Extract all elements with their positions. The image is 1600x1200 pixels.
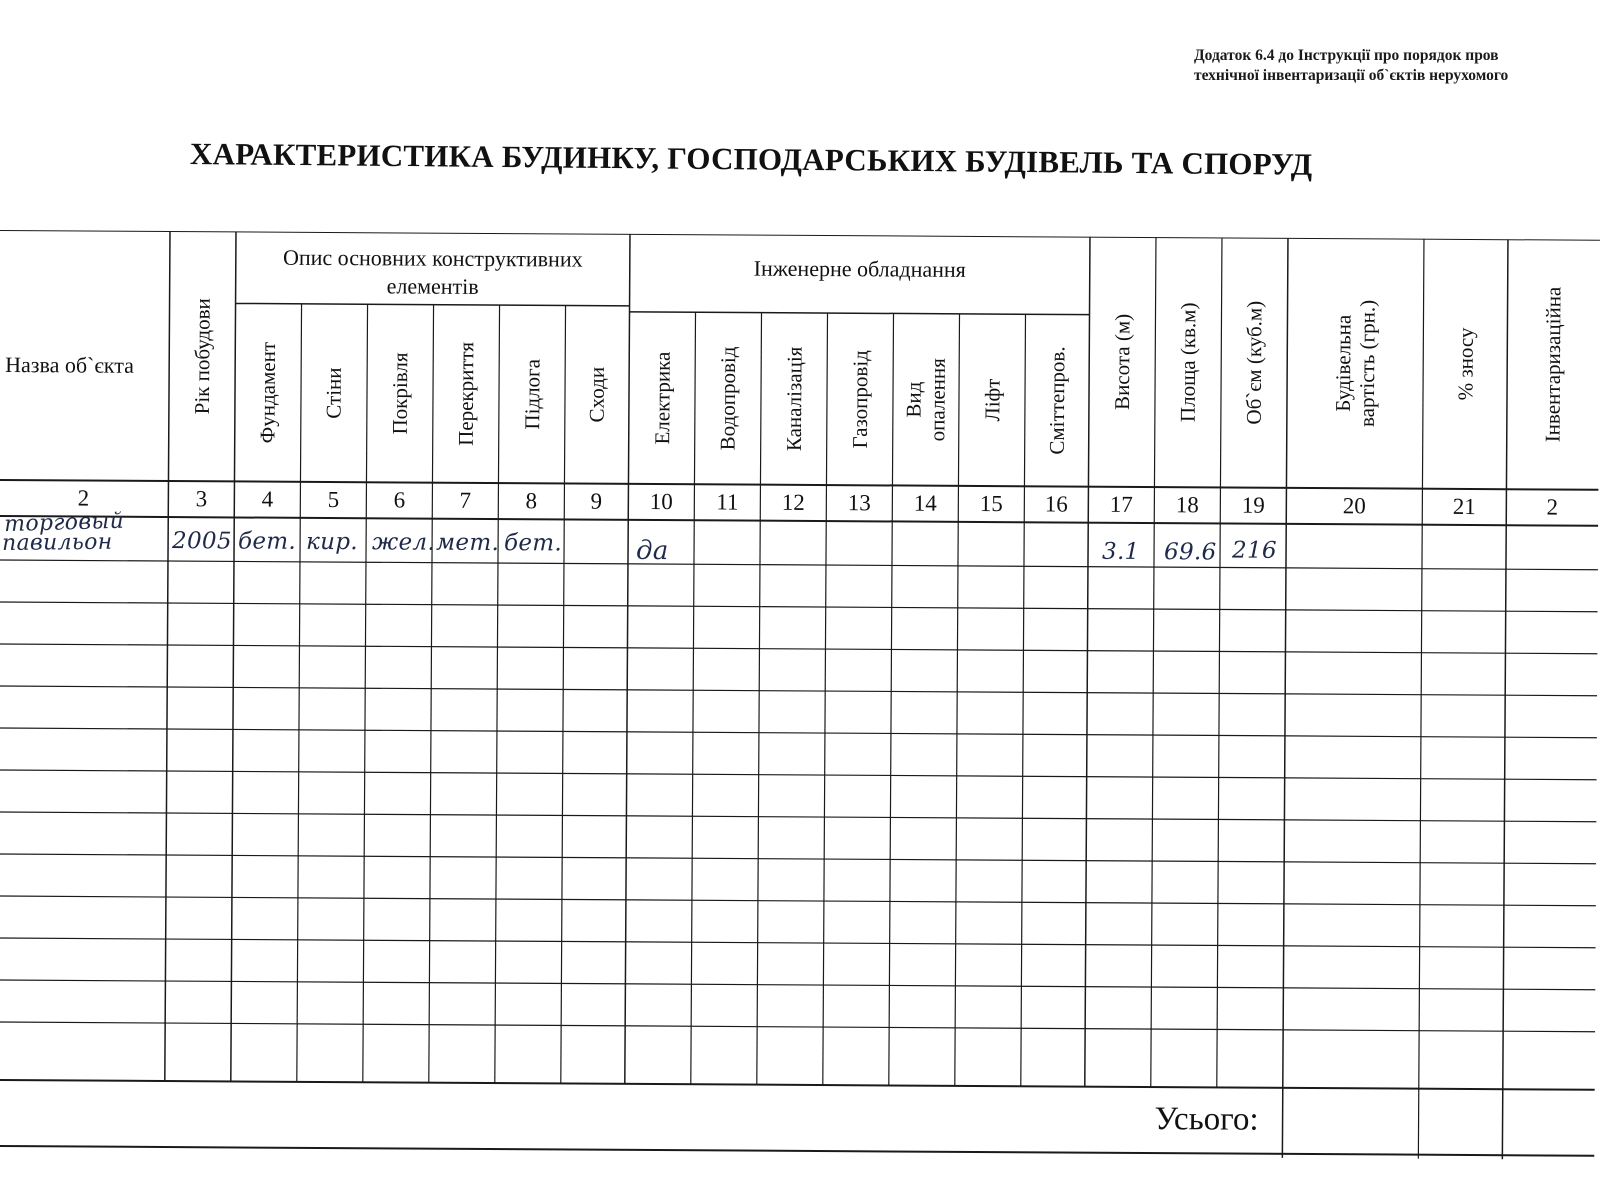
row-line-7 bbox=[0, 812, 1596, 822]
column-number-5: 5 bbox=[327, 487, 340, 513]
volume-header-label: Об`єм (куб.м) bbox=[1241, 300, 1267, 425]
row-line-12 bbox=[0, 1022, 1595, 1032]
column-number-7: 7 bbox=[459, 487, 472, 513]
flooring-header-label: Підлога bbox=[519, 358, 545, 430]
electricity-header-label: Електрика bbox=[649, 351, 675, 445]
column-number-17: 17 bbox=[1109, 491, 1133, 517]
construction-cost-header-label: Будівельна вартість (грн.) bbox=[1330, 299, 1380, 427]
sewerage-header-label: Каналізація bbox=[781, 346, 807, 452]
column-number-3: 3 bbox=[195, 486, 208, 512]
entry-flooring: бет. bbox=[504, 530, 563, 557]
volume-header bbox=[1220, 237, 1288, 487]
electricity-header bbox=[628, 312, 695, 484]
inventory-value-header-label: Інвентаризаційна bbox=[1540, 286, 1566, 443]
entry-foundation: бет. bbox=[238, 528, 297, 555]
row-line-11 bbox=[0, 980, 1595, 990]
walls-header-label: Стіни bbox=[321, 367, 347, 419]
garbage-chute-header-label: Сміттепров. bbox=[1044, 346, 1070, 455]
entry-object-name-line-2: павильон bbox=[1, 529, 113, 556]
structural-elements-group-header: Опис основних конструктивних елементів bbox=[282, 244, 583, 299]
water-supply-header-label: Водопровід bbox=[715, 346, 741, 451]
column-number-13: 13 bbox=[847, 490, 871, 516]
entry-electricity: да bbox=[635, 535, 669, 567]
appendix-reference-line-2: технічної інвентаризації об`єктів нерухомого bbox=[1194, 67, 1509, 84]
page-title: ХАРАКТЕРИСТИКА БУДИНКУ, ГОСПОДАРСЬКИХ БУДІВЕЛЬ ТА СПОРУД bbox=[189, 136, 1313, 182]
column-number-9: 9 bbox=[590, 488, 603, 514]
characteristics-table bbox=[0, 230, 1600, 1170]
depreciation-header bbox=[1422, 239, 1508, 490]
year-built-header-label: Рік побудови bbox=[189, 298, 215, 415]
elevator-header bbox=[958, 314, 1025, 486]
row-line-6 bbox=[0, 770, 1597, 780]
roof-header-label: Покрівля bbox=[387, 352, 413, 435]
gas-supply-header-label: Газопровід bbox=[847, 350, 873, 449]
column-number-12: 12 bbox=[781, 489, 805, 515]
garbage-chute-header bbox=[1024, 314, 1089, 486]
heating-type-header-label: Вид опалення bbox=[901, 358, 951, 442]
table-body-bottom-line bbox=[0, 1080, 1595, 1090]
row-line-1 bbox=[0, 560, 1598, 570]
walls-header bbox=[300, 304, 367, 482]
column-number-15: 15 bbox=[979, 490, 1003, 517]
engineering-equipment-group-header: Інженерне обладнання bbox=[753, 255, 966, 282]
area-header-label: Площа (кв.м) bbox=[1175, 302, 1201, 423]
object-name-header: Назва об`єкта bbox=[5, 352, 134, 378]
year-built-header bbox=[168, 231, 236, 481]
row-line-2 bbox=[0, 602, 1598, 612]
ceiling-header-label: Перекриття bbox=[453, 341, 479, 446]
column-number-21: 21 bbox=[1452, 493, 1476, 520]
foundation-header-label: Фундамент bbox=[255, 341, 281, 444]
appendix-reference-line-1: Додаток 6.4 до Інструкції про порядок пров bbox=[1194, 47, 1499, 64]
height-header bbox=[1088, 237, 1156, 487]
column-number-6: 6 bbox=[393, 487, 406, 513]
flooring-header bbox=[498, 305, 565, 483]
total-row-bottom-line bbox=[0, 1146, 1594, 1156]
inventory-value-header bbox=[1506, 239, 1600, 490]
column-number-20: 20 bbox=[1342, 493, 1366, 519]
column-number-10: 10 bbox=[649, 488, 673, 515]
gas-supply-header bbox=[826, 313, 893, 485]
column-number-22: 2 bbox=[1546, 494, 1559, 520]
row-line-9 bbox=[0, 896, 1596, 906]
elevator-header-label: Ліфт bbox=[979, 378, 1005, 422]
column-number-19: 19 bbox=[1241, 492, 1265, 518]
row-line-4 bbox=[0, 686, 1597, 696]
ceiling-header bbox=[432, 305, 499, 483]
column-number-8: 8 bbox=[525, 488, 538, 514]
row-line-3 bbox=[0, 644, 1597, 654]
entry-height: 3.1 bbox=[1101, 538, 1140, 565]
row-line-10 bbox=[0, 938, 1596, 948]
entry-volume: 216 bbox=[1231, 537, 1277, 564]
sewerage-header bbox=[760, 313, 827, 485]
column-number-16: 16 bbox=[1044, 491, 1068, 517]
total-label: Усього: bbox=[1154, 1101, 1259, 1138]
water-supply-header bbox=[694, 312, 761, 484]
column-number-4: 4 bbox=[261, 486, 274, 512]
height-header-label: Висота (м) bbox=[1109, 313, 1135, 410]
column-number-18: 18 bbox=[1175, 492, 1199, 518]
entry-area: 69.6 bbox=[1163, 539, 1217, 566]
construction-cost-header bbox=[1286, 238, 1424, 489]
entry-ceiling: мет. bbox=[436, 529, 500, 557]
row-line-5 bbox=[0, 728, 1597, 738]
stairs-header bbox=[564, 305, 629, 483]
entry-year-built: 2005 bbox=[172, 528, 232, 555]
column-number-2: 2 bbox=[77, 485, 90, 511]
area-header bbox=[1154, 237, 1222, 487]
column-number-14: 14 bbox=[913, 490, 937, 516]
stairs-header-label: Сходи bbox=[584, 366, 610, 423]
roof-header bbox=[366, 304, 433, 482]
appendix-reference-note bbox=[1194, 46, 1600, 86]
entry-object-name-line-1: торговый bbox=[3, 508, 125, 538]
depreciation-header-label: % зносу bbox=[1452, 327, 1478, 401]
column-number-11: 11 bbox=[716, 489, 739, 515]
entry-walls: кир. bbox=[306, 528, 358, 556]
row-line-8 bbox=[0, 854, 1596, 864]
entry-roof: жел. bbox=[372, 529, 436, 556]
foundation-header bbox=[234, 303, 301, 481]
heating-type-header bbox=[892, 313, 959, 485]
